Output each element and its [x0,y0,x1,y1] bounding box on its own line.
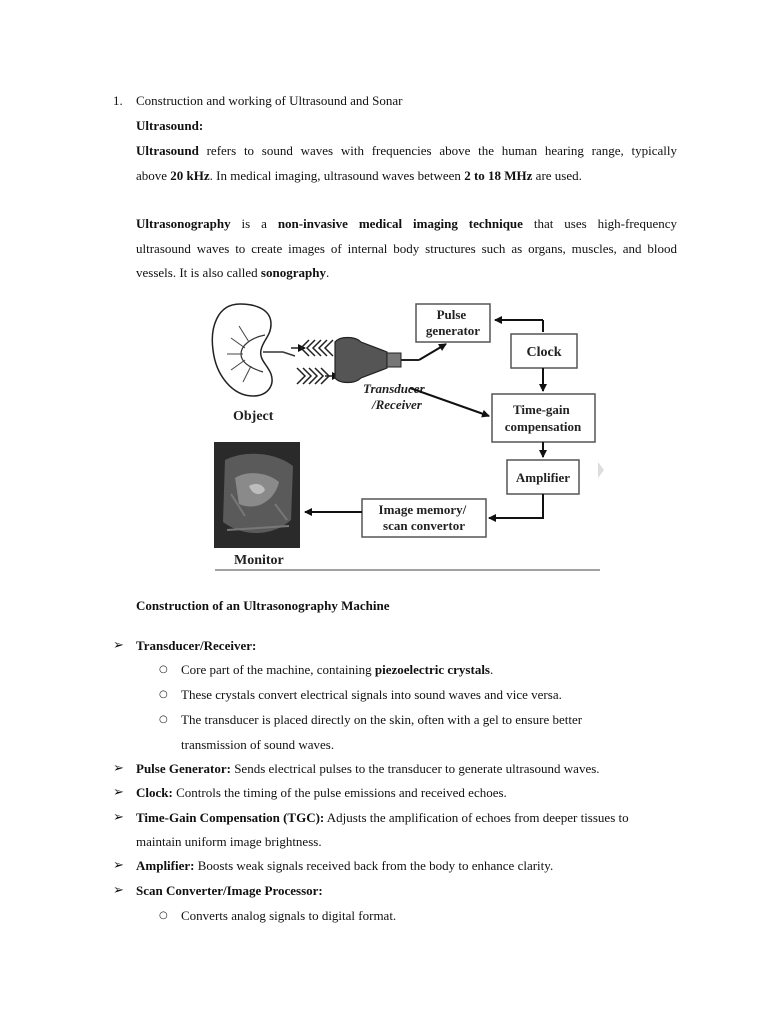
transducer-to-pulse-arrow [419,344,446,360]
transducer-sub-item: The transducer is placed directly on the skin, often with a gel to ensure better [181,712,583,727]
paragraph-line: Ultrasound refers to sound waves with frequencies above the human hearing range, typically [136,143,677,158]
paragraph-line: Ultrasonography is a non-invasive medical imaging technique that uses high-frequency [136,216,677,231]
transducer-bullet-label: Transducer/Receiver: [136,638,257,653]
amplifier-to-memory-arrow [489,494,543,518]
construction-heading: Construction of an Ultrasonography Machine [136,598,390,613]
circle-bullet-icon: ○ [159,689,168,700]
arrow-bullet-icon: ➢ [113,785,124,800]
ultrasound-waves-icon [291,340,339,384]
arrow-bullet-icon: ➢ [113,638,124,653]
amplifier-item: Amplifier: Boosts weak signals received back from the body to enhance clarity. [136,858,554,873]
object-label: Object [233,409,274,424]
paragraph-line: vessels. It is also called sonography. [136,265,330,280]
ultrasound-paragraph [136,139,677,188]
ultrasound-label: Ultrasound: [136,118,204,133]
ultrasonography-paragraph [136,212,677,286]
ultrasonography-diagram [205,290,605,575]
transducer-label: Transducer /Receiver [363,381,425,412]
faint-marker-icon [598,462,604,478]
arrow-bullet-icon: ➢ [113,761,124,776]
circle-bullet-icon: ○ [159,664,168,675]
arrow-bullet-icon: ➢ [113,810,124,825]
section-title: Construction and working of Ultrasound and Sonar [136,93,403,108]
pulse-generator-label: Pulse generator [425,307,481,338]
scan-converter-sub-item: Converts analog signals to digital format. [181,908,397,923]
clock-item: Clock: Controls the timing of the pulse emissions and received echoes. [136,785,507,800]
scan-converter-label: Scan Converter/Image Processor: [136,883,323,898]
amplifier-label: Amplifier [515,470,571,485]
circle-bullet-icon: ○ [159,714,168,725]
arrow-bullet-icon: ➢ [113,883,124,898]
clock-label: Clock [526,345,562,360]
circle-bullet-icon: ○ [159,910,168,921]
pulse-generator-item: Pulse Generator: Sends electrical pulses to the transducer to generate ultrasound waves. [136,761,600,776]
transducer-sub-item-cont: transmission of sound waves. [181,737,335,752]
transducer-sub-item: These crystals convert electrical signals into sound waves and vice versa. [181,687,562,702]
tgc-label: Time-gain compensation [504,402,582,434]
monitor-label: Monitor [234,553,284,568]
transducer-to-tgc-arrow [410,388,489,416]
image-memory-label: Image memory/ scan convertor [378,502,467,533]
tgc-item-cont: maintain uniform image brightness. [136,834,322,849]
arrow-bullet-icon: ➢ [113,858,124,873]
transducer-sub-item: Core part of the machine, containing piezoelectric crystals. [181,662,494,677]
kidney-icon [212,304,295,396]
list-number: 1. [113,93,123,108]
tgc-item: Time-Gain Compensation (TGC): Adjusts the amplification of echoes from deeper tissues to [136,810,629,825]
monitor-image [214,442,300,548]
transducer-icon [335,338,419,383]
paragraph-line: ultrasound waves to create images of internal body structures such as organs, muscles, and blood [136,240,677,256]
paragraph-line: above 20 kHz. In medical imaging, ultrasound waves between 2 to 18 MHz are used. [136,167,582,183]
